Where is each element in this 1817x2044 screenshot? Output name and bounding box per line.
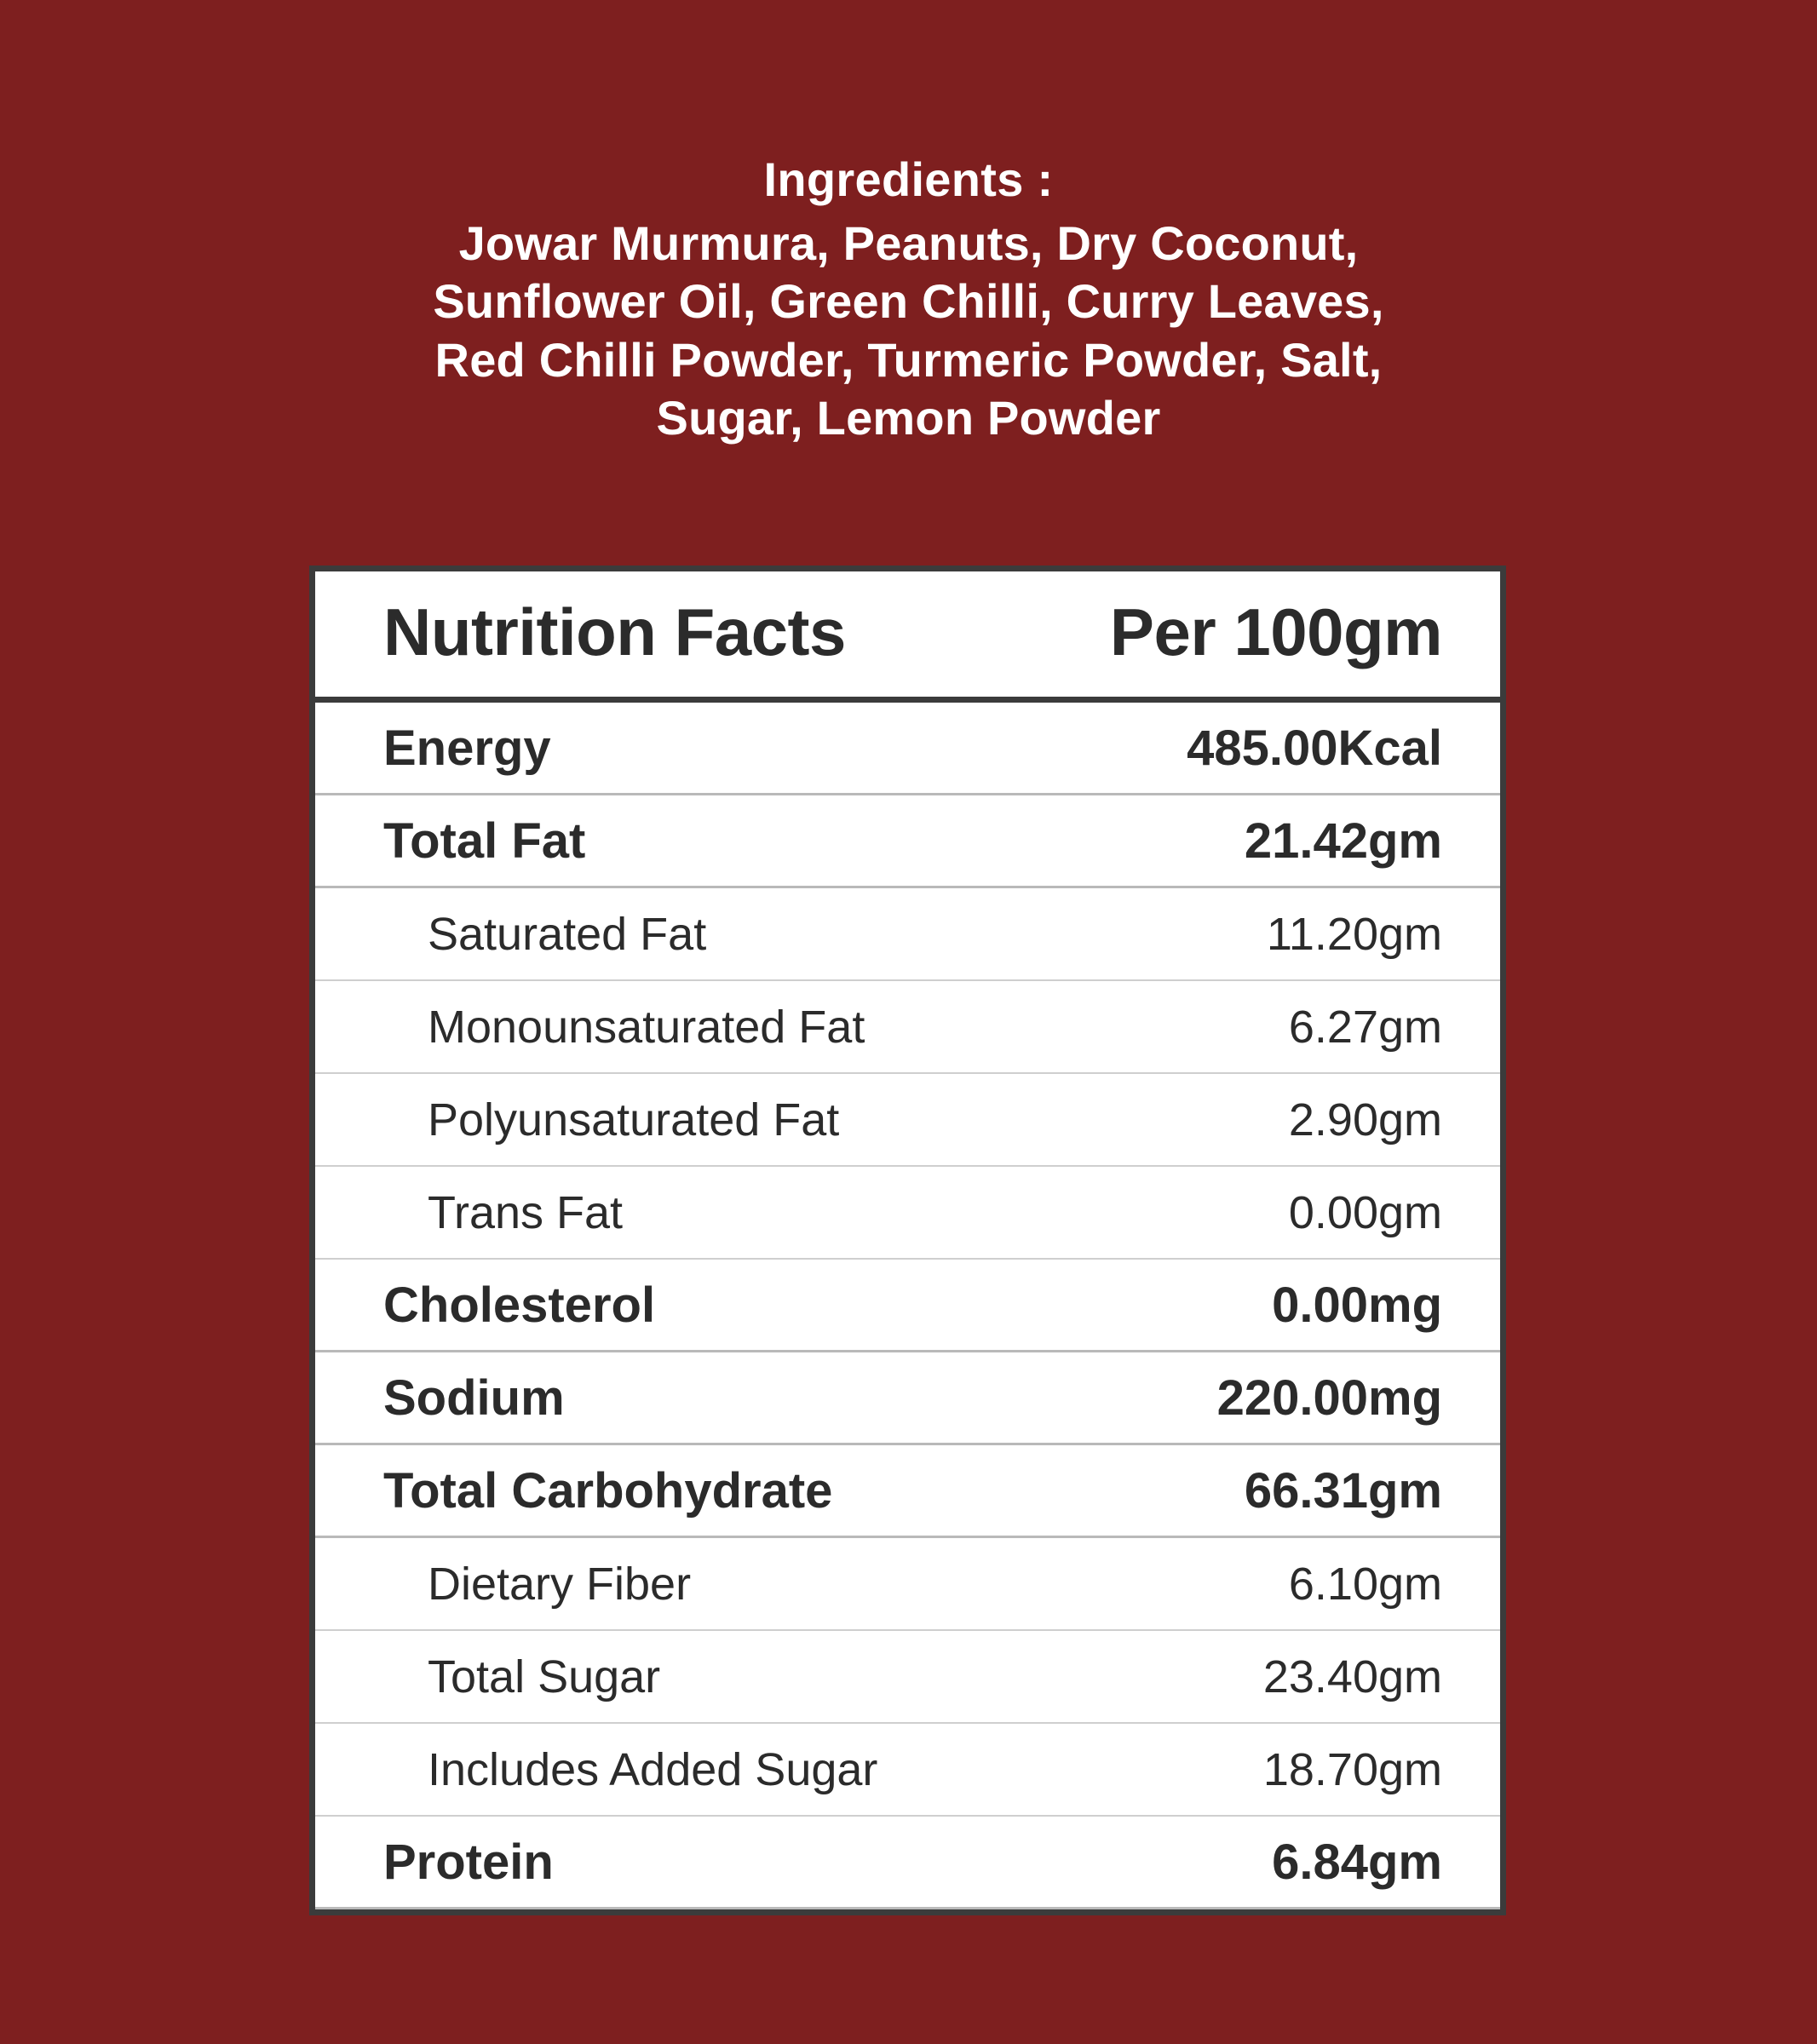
nutrient-value: 485.00Kcal: [1187, 720, 1442, 776]
nutrient-value: 23.40gm: [1262, 1651, 1442, 1702]
table-row: [315, 1631, 1500, 1724]
nutrient-value: 0.00gm: [1288, 1186, 1442, 1238]
nutrient-label: Total Sugar: [428, 1651, 661, 1702]
ingredients-line: Jowar Murmura, Peanuts, Dry Coconut,: [458, 216, 1359, 271]
nutrient-value: 6.84gm: [1272, 1834, 1442, 1890]
table-row: [315, 1817, 1500, 1909]
nutrient-value: 11.20gm: [1266, 908, 1442, 960]
table-row: [315, 1445, 1500, 1538]
ingredients-section: [0, 0, 1817, 447]
table-row: [315, 1538, 1500, 1631]
serving-column-header: Per 100gm: [1109, 594, 1442, 669]
ingredients-line: Sugar, Lemon Powder: [656, 391, 1161, 445]
nutrient-label: Total Carbohydrate: [383, 1462, 833, 1519]
nutrient-value: 2.90gm: [1288, 1094, 1442, 1145]
table-row: [315, 1260, 1500, 1352]
table-row: [315, 1074, 1500, 1167]
nutrition-table-header: [315, 571, 1500, 703]
ingredients-heading: Ingredients :: [763, 152, 1054, 206]
nutrient-value: 18.70gm: [1262, 1743, 1442, 1795]
nutrition-facts-title: Nutrition Facts: [383, 594, 846, 669]
table-row: [315, 1352, 1500, 1445]
table-row: [315, 1724, 1500, 1817]
nutrient-label: Cholesterol: [383, 1277, 656, 1333]
table-row: [315, 795, 1500, 888]
nutrient-label: Trans Fat: [428, 1186, 624, 1238]
nutrition-facts-table: [309, 566, 1506, 1915]
nutrient-value: 6.10gm: [1288, 1558, 1442, 1610]
nutrient-label: Monounsaturated Fat: [428, 1001, 865, 1053]
ingredients-list: [0, 215, 1817, 447]
table-row: [315, 888, 1500, 981]
nutrient-value: 6.27gm: [1288, 1001, 1442, 1053]
table-row: [315, 1167, 1500, 1260]
table-row: [315, 703, 1500, 795]
nutrient-label: Saturated Fat: [428, 908, 707, 960]
nutrient-label: Energy: [383, 720, 551, 776]
nutrient-label: Dietary Fiber: [428, 1558, 692, 1610]
nutrient-value: 0.00mg: [1272, 1277, 1442, 1333]
nutrient-label: Sodium: [383, 1369, 565, 1426]
nutrient-label: Protein: [383, 1834, 554, 1890]
ingredients-line: Sunflower Oil, Green Chilli, Curry Leaves,: [433, 274, 1384, 329]
nutrient-label: Includes Added Sugar: [428, 1743, 878, 1795]
nutrient-value: 21.42gm: [1244, 812, 1442, 869]
nutrient-value: 220.00mg: [1216, 1369, 1442, 1426]
ingredients-line: Red Chilli Powder, Turmeric Powder, Salt,: [434, 332, 1383, 387]
table-row: [315, 981, 1500, 1074]
nutrient-value: 66.31gm: [1244, 1462, 1442, 1519]
nutrient-label: Polyunsaturated Fat: [428, 1094, 840, 1145]
nutrient-label: Total Fat: [383, 812, 586, 869]
